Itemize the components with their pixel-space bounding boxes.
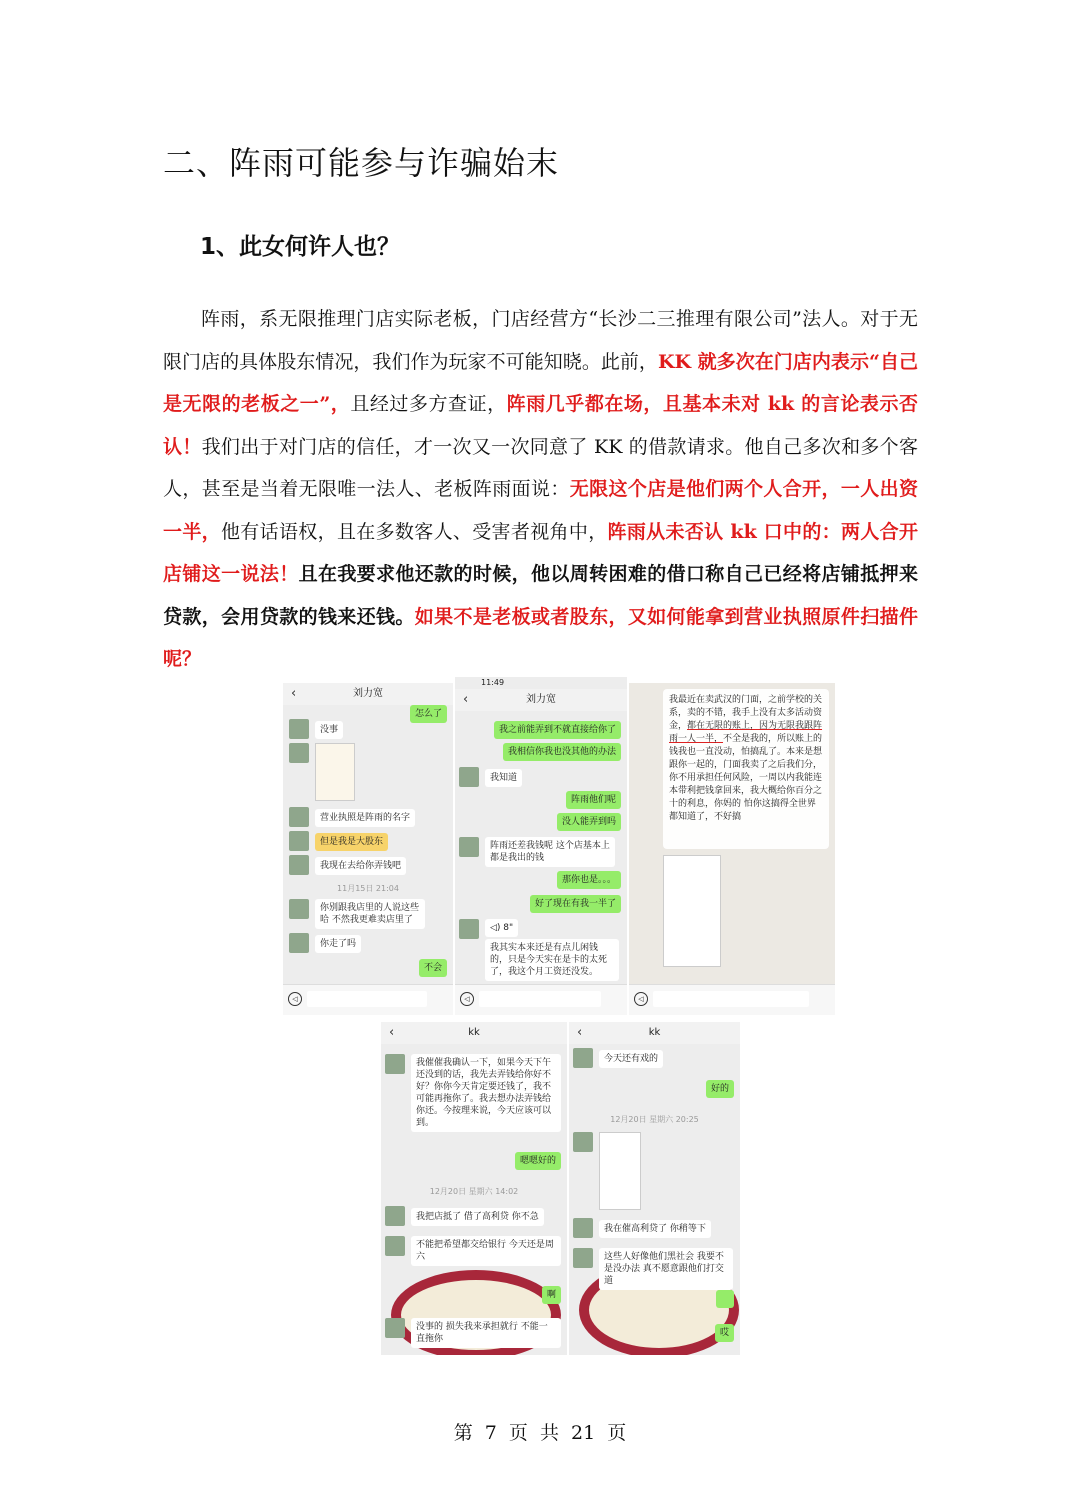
avatar (459, 767, 479, 787)
avatar (459, 919, 479, 939)
avatar (385, 1054, 405, 1074)
text-s2: KK 就多次在门店内表示“自己是无限的老板之一”， (163, 350, 918, 415)
message-bubble: 不能把希望都交给银行 今天还是周六 (411, 1236, 561, 1266)
timestamp: 11月15日 21:04 (337, 884, 399, 893)
body-paragraph (163, 298, 918, 681)
avatar (573, 1132, 593, 1152)
message-bubble: 我其实本来还是有点儿闲钱的，只是今天实在是卡的太死了，我这个月工资还没发。 (485, 939, 619, 981)
emoji-message (716, 1290, 734, 1308)
message-input (479, 991, 601, 1007)
message-part: 我最近在卖武汉的门面，之前学校的关系，卖的不错，我手上没有太多活动资金， (669, 695, 823, 731)
timestamp: 12月20日 星期六 14:02 (429, 1187, 519, 1196)
chat-screenshot-2 (455, 677, 627, 1015)
chat-title: 刘力宽 (353, 688, 383, 699)
text-s9: 且在我要求他还款的时候，他以周转困难的借口称自己已经将店铺抵押来贷款，会用贷款的钱来还钱。 (163, 563, 918, 628)
chat-header (455, 689, 627, 711)
avatar (289, 933, 309, 953)
avatar (573, 1218, 593, 1238)
message-bubble: 营业执照是阵雨的名字 (315, 809, 415, 827)
chat-screenshot-1 (283, 683, 453, 1015)
voice-message: ◁) 8" (485, 919, 518, 937)
chat-screenshot-3 (629, 683, 835, 1015)
message-bubble: 我相信你我也没其他的办法 (503, 743, 621, 761)
subsection-heading: 1、此女何许人也？ (200, 234, 401, 260)
back-arrow-icon: ‹ (463, 692, 469, 707)
message-underlined: 都在无限的账上，因为无限我跟阵雨一人一半， (669, 721, 823, 744)
message-part: 不全是我的，所以账上的钱我也一直没动，怕搞乱了。本来是想跟你一起的，门面我卖了之后我们分，你不用承担任何风险，一周以内我能连本带利把钱拿回来，我大概给你百分之十的利息，你妈的 怕你这搞得全世界都知道了，不好搞 (669, 734, 823, 822)
message-bubble: 阵雨还差我钱呢 这个店基本上都是我出的钱 (485, 837, 615, 867)
message-bubble: 阵雨他们呢 (566, 791, 621, 809)
back-arrow-icon: ‹ (291, 686, 297, 701)
chat-title: kk (648, 1027, 661, 1038)
phone-screenshot-thumbnail (663, 855, 721, 967)
avatar (573, 1048, 593, 1068)
message-bubble: 没事 (315, 721, 343, 739)
text-s8: 阵雨从未否认 kk 口中的：两人合开店铺这一说法！ (163, 520, 918, 585)
input-bar (455, 984, 627, 1015)
text-s1: 阵雨，系无限推理门店实际老板，门店经营方“长沙二三推理有限公司”法人。对于无限门店的具体股东情况，我们作为玩家不可能知晓。此前， (163, 308, 918, 373)
avatar (573, 1248, 593, 1268)
chat-screenshot-4 (381, 1022, 567, 1355)
message-bubble: 嗯嗯好的 (515, 1152, 561, 1170)
voice-duration: 8" (503, 923, 514, 933)
text-s6: 无限这个店是他们两个人合开，一人出资一半， (163, 478, 918, 543)
message-bubble: 好了现在有我一半了 (530, 895, 621, 913)
input-bar (629, 984, 835, 1015)
input-bar (283, 984, 453, 1015)
voice-icon: ◁ (460, 992, 474, 1006)
text-s10: 如果不是老板或者股东，又如何能拿到营业执照原件扫描件呢？ (163, 605, 918, 670)
message-bubble: 不会 (419, 959, 447, 977)
chat-header (283, 683, 453, 705)
message-bubble: 没事的 损失我来承担就行 不能一直拖你 (411, 1318, 561, 1348)
text-s7: 他有话语权，且在多数客人、受害者视角中， (220, 520, 608, 543)
message-bubble: 啊 (542, 1286, 561, 1304)
avatar (289, 899, 309, 919)
chat-title: 刘力宽 (526, 694, 556, 705)
text-s4: 阵雨几乎都在场，且基本未对 kk 的言论表示否认！ (163, 393, 918, 458)
phone-screenshot-thumbnail (599, 1132, 641, 1210)
timestamp: 12月20日 星期六 20:25 (610, 1115, 699, 1124)
section-heading: 二、阵雨可能参与诈骗始末 (163, 144, 560, 182)
long-message-bubble (663, 689, 829, 849)
back-arrow-icon: ‹ (389, 1025, 395, 1040)
chat-header (381, 1022, 567, 1044)
avatar (385, 1206, 405, 1226)
message-bubble: 我催催我确认一下，如果今天下午还没到的话，我先去弄钱给你好不好？你你今天肯定要还钱了，我不可能再拖你了。我去想办法弄钱给你还。今按理来说，今天应该可以到。 (411, 1054, 561, 1132)
chat-screenshot-5 (569, 1022, 740, 1355)
message-bubble: 我知道 (485, 769, 522, 787)
avatar (289, 719, 309, 739)
clock: 11:49 (481, 678, 505, 687)
message-input (307, 991, 427, 1007)
message-bubble: 好的 (706, 1080, 734, 1098)
avatar (289, 807, 309, 827)
message-bubble: 今天还有戏的 (599, 1050, 663, 1068)
message-bubble: 你走了吗 (315, 935, 361, 953)
chat-header (569, 1022, 740, 1044)
message-bubble: 这些人好像他们黑社会 我要不是没办法 真不愿意跟他们打交道 (599, 1248, 733, 1290)
avatar (289, 831, 309, 851)
avatar (385, 1318, 405, 1338)
message-bubble: 我把店抵了 借了高利贷 你不急 (411, 1208, 544, 1226)
back-arrow-icon: ‹ (577, 1025, 583, 1040)
message-bubble: 我现在去给你弄钱吧 (315, 857, 406, 875)
avatar (289, 855, 309, 875)
voice-icon: ◁ (634, 992, 648, 1006)
chat-title: kk (468, 1027, 480, 1038)
avatar (385, 1236, 405, 1256)
voice-icon: ◁ (288, 992, 302, 1006)
status-bar (455, 677, 627, 689)
message-input (653, 991, 809, 1007)
message-bubble: 哎 (715, 1324, 734, 1342)
license-image-thumbnail (315, 743, 355, 801)
text-s3: 且经过多方查证， (350, 393, 507, 415)
avatar (289, 743, 309, 763)
message-bubble: 我在催高利贷了 你稍等下 (599, 1220, 711, 1238)
message-bubble: 怎么了 (410, 705, 447, 723)
page-footer: 第 7 页 共 21 页 (453, 1422, 627, 1444)
message-bubble: 那你也是。。。 (557, 871, 621, 889)
message-bubble: 没人能弄到吗 (557, 813, 621, 831)
message-bubble: 我之前能弄到不就直接给你了 (494, 721, 621, 739)
message-bubble: 你别跟我店里的人说这些哈 不然我更难卖店里了 (315, 899, 425, 929)
text-s5: 我们出于对门店的信任，才一次又一次同意了 KK 的借款请求。他自己多次和多个客人，甚至是当着无限唯一法人、老板阵雨面说： (163, 435, 918, 500)
message-bubble-highlighted: 但是我是大股东 (315, 833, 388, 851)
avatar (459, 837, 479, 857)
